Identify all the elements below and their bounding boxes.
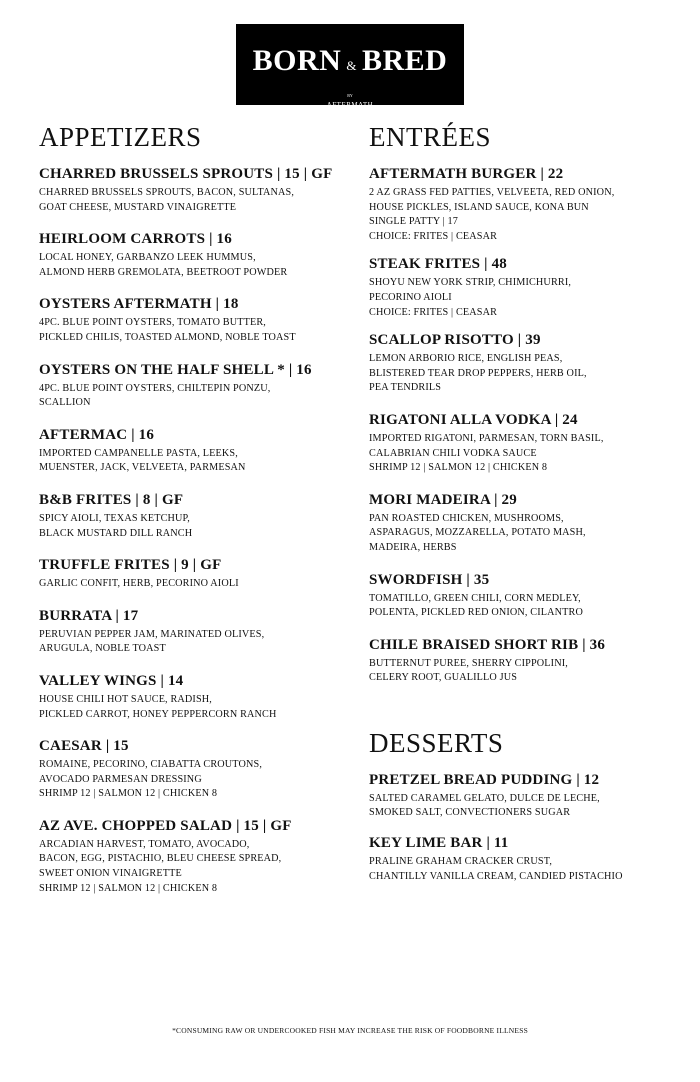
- menu-item-description: [39, 382, 349, 411]
- menu-item-name: AFTERMAC | 16: [39, 426, 155, 443]
- menu-item-name: KEY LIME BAR | 11: [369, 835, 509, 852]
- menu-item-description: [369, 186, 669, 244]
- description-line: MUENSTER, JACK, VELVEETA, PARMESAN: [39, 462, 246, 474]
- menu-item-name: STEAK FRITES | 48: [369, 256, 507, 273]
- menu-item-name: TRUFFLE FRITES | 9 | GF: [39, 557, 222, 574]
- description-line: SCALLION: [39, 397, 91, 409]
- description-line: GOAT CHEESE, MUSTARD VINAIGRETTE: [39, 201, 237, 213]
- description-line: BLACK MUSTARD DILL RANCH: [39, 527, 193, 539]
- menu-item: [369, 570, 669, 621]
- description-line: PECORINO AIOLI: [369, 291, 452, 303]
- appetizers-list: [39, 164, 349, 896]
- menu-item: [39, 555, 349, 592]
- footnote: *CONSUMING RAW OR UNDERCOOKED FISH MAY INCREASE THE RISK OF FOODBORNE ILLNESS: [172, 1026, 528, 1035]
- left-column: [39, 116, 349, 896]
- menu-item-name: CHILE BRAISED SHORT RIB | 36: [369, 636, 606, 653]
- menu-item-description: [39, 628, 349, 657]
- description-line: CHOICE: FRITES | CEASAR: [369, 230, 498, 242]
- description-line: SHOYU NEW YORK STRIP, CHIMICHURRI,: [369, 277, 572, 289]
- description-line: LEMON ARBORIO RICE, ENGLISH PEAS,: [369, 353, 563, 365]
- description-line: SWEET ONION VINAIGRETTE: [39, 868, 182, 880]
- description-line: CALABRIAN CHILI VODKA SAUCE: [369, 447, 537, 459]
- description-line: ARCADIAN HARVEST, TOMATO, AVOCADO,: [39, 838, 250, 850]
- menu-item: [39, 490, 349, 541]
- description-line: SINGLE PATTY | 17: [369, 216, 459, 228]
- menu-item: [369, 410, 669, 476]
- menu-item-description: [39, 316, 349, 345]
- menu-item-name: RIGATONI ALLA VODKA | 24: [369, 411, 578, 428]
- menu-item-name: SWORDFISH | 35: [369, 571, 490, 588]
- menu-item: [39, 229, 349, 280]
- menu-item-name: OYSTERS AFTERMATH | 18: [39, 296, 239, 313]
- desserts-list: [369, 770, 669, 884]
- description-line: BUTTERNUT PUREE, SHERRY CIPPOLINI,: [369, 657, 568, 669]
- menu-item: [39, 294, 349, 345]
- menu-item-description: [39, 758, 349, 802]
- menu-item-description: [369, 432, 669, 476]
- description-line: GARLIC CONFIT, HERB, PECORINO AIOLI: [39, 578, 239, 590]
- description-line: SALTED CARAMEL GELATO, DULCE DE LECHE,: [369, 792, 600, 804]
- description-line: PRALINE GRAHAM CRACKER CRUST,: [369, 856, 553, 868]
- menu-item-name: AZ AVE. CHOPPED SALAD | 15 | GF: [39, 817, 292, 834]
- description-line: BACON, EGG, PISTACHIO, BLEU CHEESE SPREAD,: [39, 853, 282, 865]
- menu-item: [369, 833, 669, 884]
- menu-item-name: SCALLOP RISOTTO | 39: [369, 332, 541, 349]
- description-line: ASPARAGUS, MOZZARELLA, POTATO MASH,: [369, 527, 586, 539]
- menu-item-description: [369, 512, 669, 556]
- menu-item-description: [39, 512, 349, 541]
- description-line: POLENTA, PICKLED RED ONION, CILANTRO: [369, 607, 583, 619]
- menu-item: [39, 816, 349, 896]
- description-line: SMOKED SALT, CONVECTIONERS SUGAR: [369, 807, 571, 819]
- menu-item: [39, 164, 349, 215]
- description-line: PICKLED CHILIS, TOASTED ALMOND, NOBLE TOAST: [39, 331, 296, 343]
- right-column: [369, 116, 669, 884]
- menu-item-description: [39, 251, 349, 280]
- description-line: TOMATILLO, GREEN CHILI, CORN MEDLEY,: [369, 592, 581, 604]
- logo-by: BY: [347, 93, 353, 98]
- menu-item: [369, 635, 669, 686]
- menu-item: [369, 490, 669, 556]
- menu-item-name: HEIRLOOM CARROTS | 16: [39, 231, 232, 248]
- menu-item-name: CAESAR | 15: [39, 738, 129, 755]
- description-line: ALMOND HERB GREMOLATA, BEETROOT POWDER: [39, 266, 288, 278]
- menu-item-name: B&B FRITES | 8 | GF: [39, 491, 184, 508]
- menu-item-description: [39, 577, 349, 592]
- logo-subtitle: AFTERMATH: [326, 101, 374, 109]
- description-line: HOUSE PICKLES, ISLAND SAUCE, KONA BUN: [369, 201, 589, 213]
- description-line: ROMAINE, PECORINO, CIABATTA CROUTONS,: [39, 759, 263, 771]
- menu-item-name: PRETZEL BREAD PUDDING | 12: [369, 771, 600, 788]
- description-line: BLISTERED TEAR DROP PEPPERS, HERB OIL,: [369, 367, 587, 379]
- menu-item-name: VALLEY WINGS | 14: [39, 672, 184, 689]
- menu-item-description: [369, 592, 669, 621]
- description-line: SHRIMP 12 | SALMON 12 | CHICKEN 8: [369, 462, 548, 474]
- description-line: PEA TENDRILS: [369, 382, 442, 394]
- description-line: 2 AZ GRASS FED PATTIES, VELVEETA, RED ONION,: [369, 187, 615, 198]
- menu-item: [369, 330, 669, 396]
- description-line: CHANTILLY VANILLA CREAM, CANDIED PISTACHIO: [369, 870, 623, 882]
- description-line: IMPORTED RIGATONI, PARMESAN, TORN BASIL,: [369, 432, 604, 444]
- desserts-title: DESSERTS: [369, 727, 504, 758]
- description-line: SPICY AIOLI, TEXAS KETCHUP,: [39, 512, 190, 524]
- menu-item-name: MORI MADEIRA | 29: [369, 491, 517, 508]
- entrees-title: ENTRÉES: [369, 122, 491, 152]
- menu-item-name: AFTERMATH BURGER | 22: [369, 166, 564, 182]
- description-line: PAN ROASTED CHICKEN, MUSHROOMS,: [369, 512, 564, 524]
- menu-item-description: [369, 276, 669, 320]
- menu-item-description: [369, 352, 669, 396]
- menu-item: [39, 736, 349, 802]
- menu-item: [39, 425, 349, 476]
- menu-item: [39, 606, 349, 657]
- menu-item-description: [369, 855, 669, 884]
- description-line: SHRIMP 12 | SALMON 12 | CHICKEN 8: [39, 788, 218, 800]
- description-line: AVOCADO PARMESAN DRESSING: [39, 773, 202, 785]
- description-line: CHOICE: FRITES | CEASAR: [369, 306, 498, 318]
- description-line: PERUVIAN PEPPER JAM, MARINATED OLIVES,: [39, 628, 265, 640]
- restaurant-logo: [236, 24, 464, 109]
- menu-item-description: [39, 447, 349, 476]
- logo-wordmark: [236, 44, 464, 83]
- description-line: 4PC. BLUE POINT OYSTERS, TOMATO BUTTER,: [39, 317, 266, 329]
- logo-word-born: BORN: [252, 44, 342, 77]
- menu-item: [369, 770, 669, 821]
- menu-item-name: OYSTERS ON THE HALF SHELL * | 16: [39, 361, 312, 378]
- menu-item: [369, 254, 669, 320]
- description-line: CHARRED BRUSSELS SPROUTS, BACON, SULTANAS,: [39, 187, 295, 198]
- description-line: CELERY ROOT, GUALILLO JUS: [369, 672, 518, 684]
- menu-item-name: BURRATA | 17: [39, 607, 139, 624]
- description-line: LOCAL HONEY, GARBANZO LEEK HUMMUS,: [39, 252, 256, 264]
- menu-item: [39, 671, 349, 722]
- logo-word-bred: BRED: [361, 44, 448, 77]
- menu-item-name: CHARRED BRUSSELS SPROUTS | 15 | GF: [39, 166, 333, 182]
- menu-item-description: [39, 838, 349, 896]
- description-line: ARUGULA, NOBLE TOAST: [39, 643, 166, 655]
- appetizers-title: APPETIZERS: [39, 122, 202, 152]
- logo-ampersand: &: [346, 58, 357, 73]
- menu-item: [369, 164, 669, 244]
- description-line: IMPORTED CAMPANELLE PASTA, LEEKS,: [39, 447, 238, 459]
- menu-item-description: [369, 657, 669, 686]
- description-line: PICKLED CARROT, HONEY PEPPERCORN RANCH: [39, 708, 277, 720]
- description-line: SHRIMP 12 | SALMON 12 | CHICKEN 8: [39, 882, 218, 894]
- menu-item-description: [39, 186, 349, 215]
- description-line: HOUSE CHILI HOT SAUCE, RADISH,: [39, 693, 212, 705]
- entrees-list: [369, 164, 669, 686]
- description-line: MADEIRA, HERBS: [369, 541, 457, 553]
- menu-item: [39, 360, 349, 411]
- menu-item-description: [369, 792, 669, 821]
- description-line: 4PC. BLUE POINT OYSTERS, CHILTEPIN PONZU,: [39, 382, 271, 394]
- menu-item-description: [39, 693, 349, 722]
